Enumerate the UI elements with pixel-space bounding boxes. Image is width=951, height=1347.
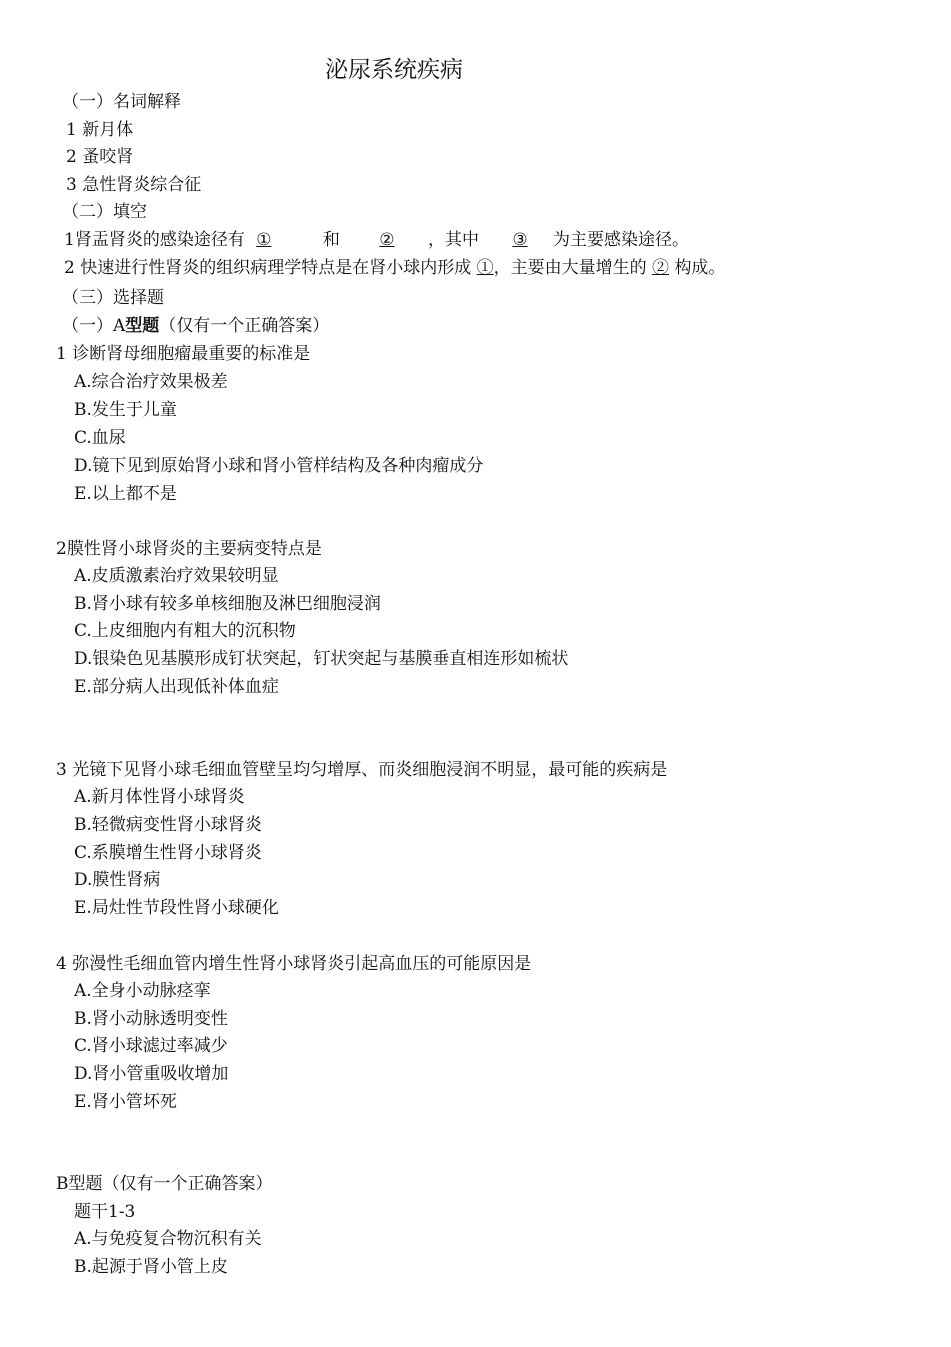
option: C.肾小球滤过率减少 xyxy=(74,1036,228,1056)
fill-blank-question-1 xyxy=(64,229,689,251)
option: A.全身小动脉痉挛 xyxy=(74,981,211,1001)
q2-blank-2: ② xyxy=(652,258,670,278)
option: E.部分病人出现低补体血症 xyxy=(74,677,279,697)
q2-blank-1: ① xyxy=(476,258,494,278)
option: E.以上都不是 xyxy=(74,484,177,504)
q2-text-c: ，主要由大量增生的 xyxy=(493,258,647,278)
q2-text-d: 构成。 xyxy=(674,258,726,278)
question-stem: 1 诊断肾母细胞瘤最重要的标准是 xyxy=(56,344,311,364)
a-type-suffix: （仅有一个正确答案） xyxy=(159,316,330,336)
b-type-heading: B型题（仅有一个正确答案） xyxy=(56,1174,273,1194)
fill-blank-question-2 xyxy=(64,257,725,279)
q1-blank-1: ① xyxy=(256,230,272,250)
a-type-bold: 型题 xyxy=(125,316,160,336)
a-type-heading xyxy=(62,315,329,337)
option: B.起源于肾小管上皮 xyxy=(74,1257,228,1277)
definition-item: 2 蚤咬肾 xyxy=(66,147,134,167)
question-stem: 4 弥漫性毛细血管内增生性肾小球肾炎引起高血压的可能原因是 xyxy=(56,954,532,974)
q1-blank-2: ② xyxy=(379,230,395,250)
option: D.肾小管重吸收增加 xyxy=(74,1064,229,1084)
q2-text-a: 2 快速进行性肾炎的组织病理学特点是在肾小球内形成 xyxy=(64,258,472,278)
definition-item: 1 新月体 xyxy=(66,120,134,140)
section-heading-fill-blank: （二）填空 xyxy=(62,202,147,222)
option: C.血尿 xyxy=(74,428,126,448)
b-type-stem: 题干1-3 xyxy=(74,1202,136,1222)
q1-text-c: 和 xyxy=(322,230,340,250)
q1-blank-3: ③ xyxy=(512,230,528,250)
option: A.皮质激素治疗效果较明显 xyxy=(74,566,279,586)
q1-text-a: 1肾盂肾炎的感染途径有 xyxy=(64,230,245,250)
option: B.肾小动脉透明变性 xyxy=(74,1009,228,1029)
option: A.综合治疗效果极差 xyxy=(74,372,228,392)
option: D.膜性肾病 xyxy=(74,870,161,890)
question-stem: 3 光镜下见肾小球毛细血管壁呈均匀增厚、而炎细胞浸润不明显，最可能的疾病是 xyxy=(56,760,668,780)
option: E.局灶性节段性肾小球硬化 xyxy=(74,898,279,918)
option: D.镜下见到原始肾小球和肾小管样结构及各种肉瘤成分 xyxy=(74,456,484,476)
a-type-prefix: （一）A xyxy=(62,316,126,336)
option: B.发生于儿童 xyxy=(74,400,177,420)
section-heading-choice: （三）选择题 xyxy=(62,288,164,308)
q1-text-e: 为主要感染途径。 xyxy=(553,230,690,250)
option: C.系膜增生性肾小球肾炎 xyxy=(74,843,262,863)
page-title: 泌尿系统疾病 xyxy=(325,57,463,83)
option: D.银染色见基膜形成钉状突起，钉状突起与基膜垂直相连形如梳状 xyxy=(74,649,569,669)
definition-item: 3 急性肾炎综合征 xyxy=(66,175,202,195)
section-heading-definitions: （一）名词解释 xyxy=(62,92,181,112)
option: C.上皮细胞内有粗大的沉积物 xyxy=(74,621,296,641)
option: E.肾小管坏死 xyxy=(74,1092,177,1112)
option: A.新月体性肾小球肾炎 xyxy=(74,787,245,807)
option: B.肾小球有较多单核细胞及淋巴细胞浸润 xyxy=(74,594,381,614)
question-stem: 2膜性肾小球肾炎的主要病变特点是 xyxy=(56,539,322,559)
option: B.轻微病变性肾小球肾炎 xyxy=(74,815,262,835)
option: A.与免疫复合物沉积有关 xyxy=(74,1229,262,1249)
q1-text-d: ，其中 xyxy=(427,230,479,250)
